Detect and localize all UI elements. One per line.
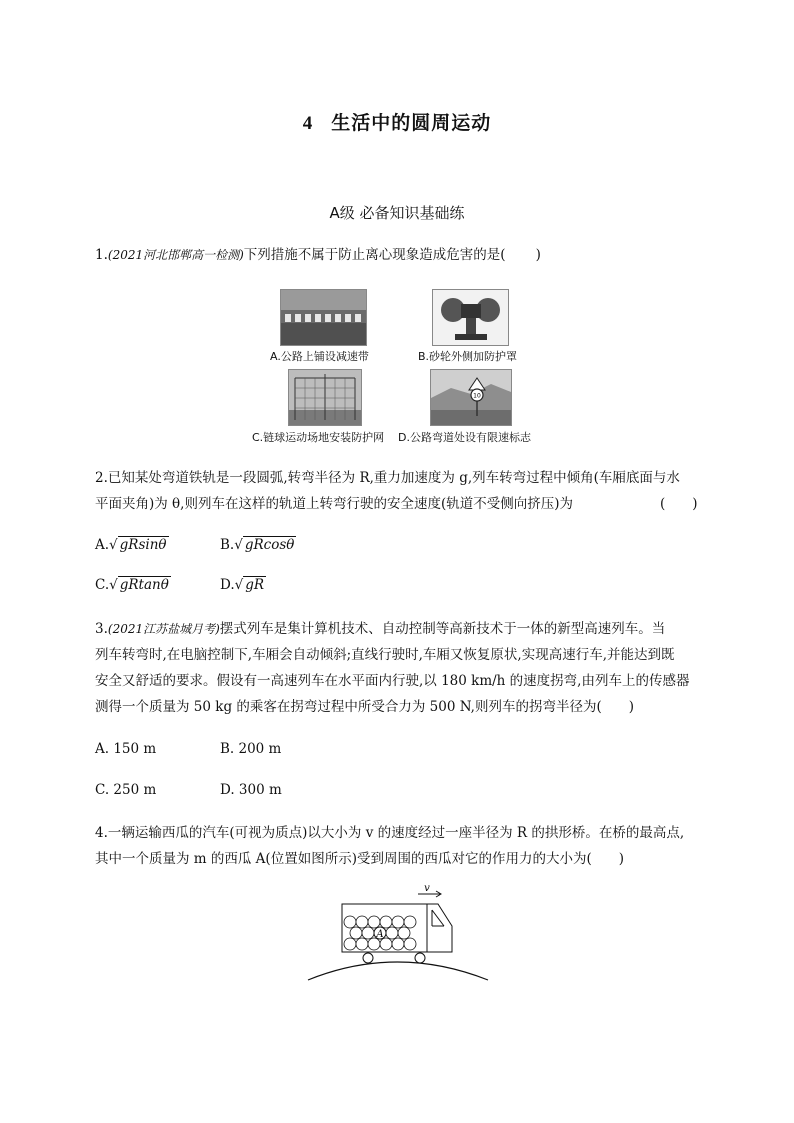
question-text-line2: 其中一个质量为 m 的西瓜 A(位置如图所示)受到周围的西瓜对它的作用力的大小为( ) [95, 851, 624, 867]
label-a: A [376, 929, 384, 940]
option-expression: gRtanθ [119, 577, 169, 593]
option-label: C. [95, 577, 110, 593]
question-number: 4 [95, 825, 104, 841]
option-label: A. [95, 537, 110, 553]
question-source: (2021江苏盐城月考) [107, 622, 220, 636]
question-2: 2.已知某处弯道铁轨是一段圆弧,转弯半径为 R,重力加速度为 g,列车转弯过程中倾角(车厢底面与水 平面夹角)为 θ,则列车在这样的轨道上转弯行驶的安全速度(轨道不受侧向挤压)为 [95, 470, 680, 512]
question-text-line3: 安全又舒适的要求。假设有一高速列车在水平面内行驶,以 180 km/h 的速度拐弯,由列车上的传感器 [95, 673, 690, 689]
answer-paren: ( ) [660, 496, 698, 512]
photo-speed-bump [280, 289, 367, 346]
question-text-line4: 测得一个质量为 50 kg 的乘客在拐弯过程中所受合力为 500 N,则列车的拐弯半径为( ) [95, 699, 634, 715]
question-close-paren: ) [535, 247, 541, 263]
option-b: B.√ gRcosθ [220, 537, 295, 553]
question-text-line2: 平面夹角)为 θ,则列车在这样的轨道上转弯行驶的安全速度(轨道不受侧向挤压)为 [95, 496, 574, 512]
question-text-line1: 摆式列车是集计算机技术、自动控制等高新技术于一体的新型高速列车。当 [219, 621, 666, 637]
question-source: (2021河北邯郸高一检测) [107, 248, 244, 262]
option-a: A. 150 m [95, 741, 157, 757]
option-c: C.√ gRtanθ [95, 577, 169, 593]
caption-d: D.公路弯道处设有限速标志 [398, 431, 531, 444]
page-title [0, 108, 794, 135]
label-v: v [424, 883, 430, 894]
question-text-line1: 一辆运输西瓜的汽车(可视为质点)以大小为 v 的速度经过一座半径为 R 的拱形桥。在桥的最高点, [107, 825, 685, 841]
photo-protective-net [288, 369, 362, 426]
option-expression: gRcosθ [244, 537, 295, 553]
photo-grinding-wheel [432, 289, 509, 346]
question-number: 2 [95, 470, 104, 486]
section-heading: A级 必备知识基础练 [329, 204, 465, 222]
option-expression: gR [245, 577, 265, 593]
option-expression: gRsinθ [119, 537, 167, 553]
question-text-line1: 已知某处弯道铁轨是一段圆弧,转弯半径为 R,重力加速度为 g,列车转弯过程中倾角(车厢底面与水 [107, 470, 680, 486]
caption-b: B.砂轮外侧加防护罩 [418, 350, 518, 363]
question-text-line2: 列车转弯时,在电脑控制下,车厢会自动倾斜;直线行驶时,车厢又恢复原状,实现高速行车,并能达到既 [95, 647, 675, 663]
option-label: D. [220, 577, 235, 593]
option-label: B. [220, 537, 235, 553]
question-number: 1 [95, 247, 104, 263]
question-4: 4.一辆运输西瓜的汽车(可视为质点)以大小为 v 的速度经过一座半径为 R 的拱形桥。在桥的最高点, 其中一个质量为 m 的西瓜 A(位置如图所示)受到周围的西瓜对它的作用力的大小为( ) [95, 820, 705, 872]
option-c: C. 250 m [95, 782, 157, 798]
sign-number: 10 [473, 392, 481, 400]
caption-c: C.链球运动场地安装防护网 [252, 431, 385, 444]
question-3: 3.(2021江苏盐城月考)摆式列车是集计算机技术、自动控制等高新技术于一体的新型高速列车。当 列车转弯时,在电脑控制下,车厢会自动倾斜;直线行驶时,车厢又恢复原状,实现高速行车,并能达到既 安全又舒适的要求。假设有一高速列车在水平面内行驶,以 180 km/h 的速度拐弯,由列车上的传感器 测得一个质量为 50 kg 的乘客在拐弯过程中所受合力为 500 N,则列车的拐弯半径为( ) [95, 616, 705, 720]
option-a: A.√ gRsinθ [95, 537, 167, 553]
question-1: 1.(2021河北邯郸高一检测)下列措施不属于防止离心现象造成危害的是( ) [95, 247, 541, 263]
option-d: D.√ gR [220, 577, 265, 593]
photo-speed-limit-sign [430, 369, 512, 426]
question-text: 下列措施不属于防止离心现象造成危害的是( [243, 247, 506, 263]
lesson-title: 生活中的圆周运动 [331, 112, 492, 134]
lesson-number: 4 [302, 113, 314, 134]
option-b: B. 200 m [220, 741, 282, 757]
option-d: D. 300 m [220, 782, 282, 798]
caption-a: A.公路上铺设减速带 [270, 350, 369, 363]
figure-truck-on-bridge [300, 882, 495, 982]
question-number: 3 [95, 621, 104, 637]
bridge-arc [308, 962, 488, 980]
